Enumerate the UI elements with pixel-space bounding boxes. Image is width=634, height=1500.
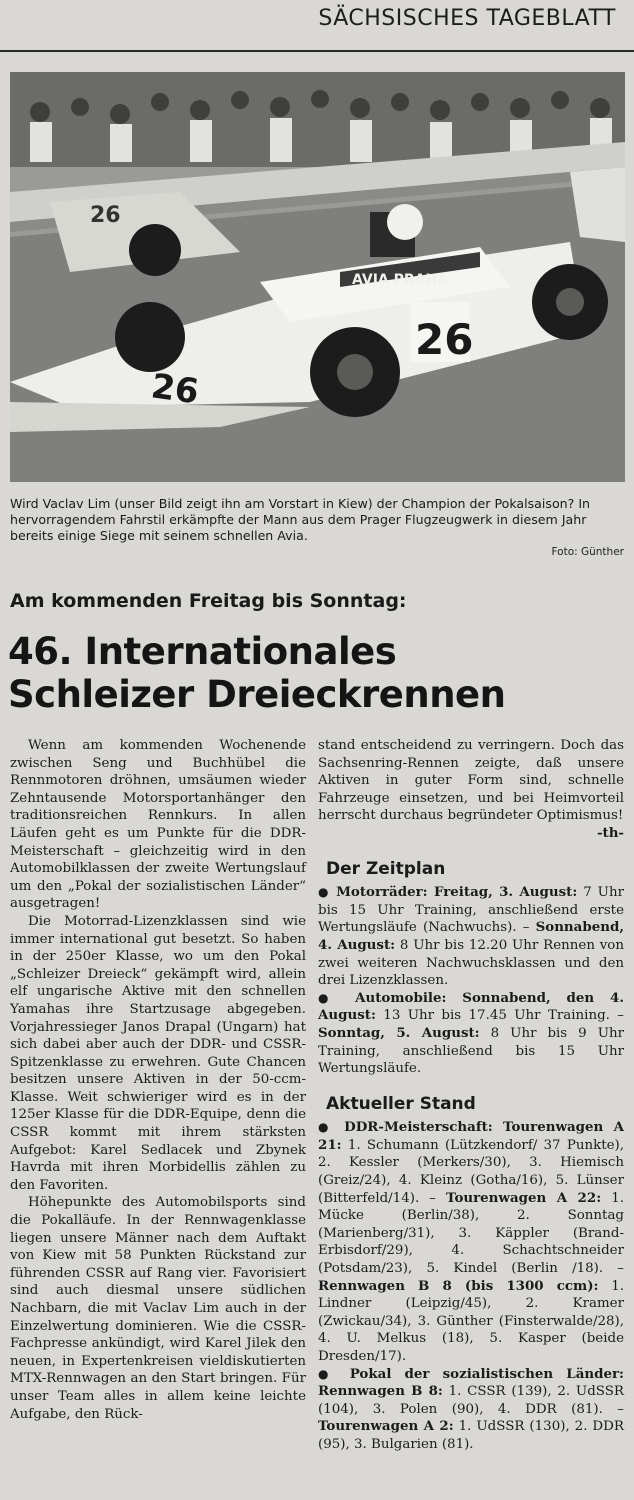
paragraph-automobil: Höhepunkte des Automobilsports sind die Pokalläufe. In der Rennwagenklasse liegen unsere Männer nach dem Auftakt von Kiew mit 58 Punkten Rückstand zur führenden CSSR auf Rang vier. Favorisiert sind auch diesmal unsere südlichen Nachbarn, die mit Vaclav Lim auch in der Einzelwertung dominieren. Wie die CSSR-Fachpresse ankündigt, wird Karel Jilek den neuen, in Expertenkreisen vieldiskutierten MTX-Rennwagen an den Start bringen. Für unser Team alles in allem keine leichte Aufgabe, den Rück- [10, 1195, 306, 1422]
paragraph-intro: Wenn am kommenden Wochenende zwischen Seng und Buchhübel die Rennmotoren dröhnen, umsäumen wieder Zehntausende Motorsportanhänger den traditionsreichen Rennkurs. In allen Läufen geht es um Punkte für die DDR-Meisterschaft – gleichzeitig wird in den Automobilklassen der zweite Wertungslauf um den „Pokal der sozialistischen Länder“ ausgetragen! [10, 738, 306, 912]
race-photo [10, 72, 625, 482]
zeitplan-auto-lead: Automobile: Sonnabend, den 4. August: [318, 989, 624, 1024]
zeitplan-motor-a: 7 Uhr bis 15 Uhr Training, anschließend erste Wertungsläufe (Nachwuchs). – [318, 885, 624, 936]
stand-a21: 1. Schumann (Lützkendorf/ 37 Punkte), 2. Kessler (Merkers/30), 3. Hiemisch (Greiz/24), 4. Kleinz (Gotha/16), 5. Lünser (Bitterfeld/14). – [318, 1137, 624, 1206]
zeitplan-motor-sat: Sonnabend, 4. August: [318, 919, 624, 953]
author-signoff: -th- [596, 824, 624, 841]
stand-a22: 1. Mücke (Berlin/38), 2. Sonntag (Marienberg/31), 3. Käppler (Brand-Erbisdorf/29), 4. Schachtschneider (Potsdam/23), 5. Kindel (Berlin /18). – [318, 1190, 624, 1277]
article-kicker: Am kommenden Freitag bis Sonntag: [10, 590, 407, 612]
headline-line-1: 46. Internationales [8, 630, 397, 673]
stand-ddr-lead: DDR-Meisterschaft: Tourenwagen A 21: [318, 1119, 624, 1153]
car-number-nose: 26 [148, 366, 202, 413]
headline-line-2: Schleizer Dreieckrennen [8, 673, 506, 716]
zeitplan-automobile [318, 990, 624, 1078]
newspaper-name: SÄCHSISCHES TAGEBLATT [318, 6, 616, 31]
bullet-icon: ● [318, 1120, 335, 1135]
bg-car-number: 26 [90, 203, 121, 228]
zeitplan-motor-b: 8 Uhr bis 12.20 Uhr Rennen von zwei weiteren Nachwuchsklassen und den drei Lizenzklassen. [318, 937, 624, 989]
section-title-stand: Aktueller Stand [326, 1093, 476, 1114]
bullet-icon: ● [318, 990, 340, 1005]
zeitplan-auto-a: 13 Uhr bis 17.45 Uhr Training. – [383, 1008, 624, 1024]
masthead [0, 0, 634, 52]
zeitplan-motor-lead: Motorräder: Freitag, 3. August: [336, 884, 578, 901]
stand-b8: 1. Lindner (Leipzig/45), 2. Kramer (Zwickau/34), 3. Günther (Finsterwalde/28), 4. U. Melkus (18), 5. Kasper (beide Dresden/17). [318, 1278, 624, 1364]
bullet-icon: ● [318, 1366, 337, 1381]
stand-pokal-lead: Pokal der sozialistischen Länder: Rennwagen B 8: [318, 1365, 624, 1400]
car-livery: AVIA PRAHA [352, 272, 449, 288]
stand-pokal-a2-lead: Tourenwagen A 2: [318, 1418, 454, 1435]
stand-pokal-b8: 1. CSSR (139), 2. UdSSR (104), 3. Polen (90), 4. DDR (81). – [318, 1384, 624, 1417]
section-title-zeitplan: Der Zeitplan [326, 858, 446, 879]
bullet-icon: ● [318, 885, 331, 900]
race-car-illustration [10, 72, 625, 482]
zeitplan-motorraeder [318, 884, 624, 990]
article-headline [8, 630, 505, 716]
photo-credit: Foto: Günther [551, 546, 624, 558]
zeitplan-auto-b: 8 Uhr bis 9 Uhr Training, anschließend bis 15 Uhr Wertungsläufe. [318, 1025, 624, 1077]
stand-b8-lead: Rennwagen B 8 (bis 1300 ccm): [318, 1277, 599, 1294]
photo-caption: Wird Vaclav Lim (unser Bild zeigt ihn am Vorstart in Kiew) der Champion der Pokalsaison? In hervorragendem Fahrstil erkämpfte der Mann aus dem Prager Flugzeugwerk in diesem Jahr bereits einige Siege mit seinem schnellen Avia. [10, 496, 591, 543]
zeitplan-auto-sun: Sonntag, 5. August: [318, 1024, 480, 1041]
article-column-2 [318, 737, 624, 1454]
stand-pokal [318, 1366, 624, 1454]
paragraph-motorrad: Die Motorrad-Lizenzklassen sind wie immer international gut besetzt. So haben in der 250er Klasse, wo um den Pokal „Schleizer Dreieck“ gekämpft wird, allein elf ungarische Aktive mit den schnellen Yamahas ihre Startzusage abgegeben. Vorjahressieger Janos Drapal (Ungarn) hat sich dabei aber auch der DDR- und CSSR-Spitzenklasse zu erwehren. Gute Chancen besitzen unsere Aktiven in der 50-ccm-Klasse. Weit schwieriger wird es in der 125er Klasse für die DDR-Equipe, denn die CSSR kommt mit ihrem stärksten Aufgebot: Karel Sedlacek und Zbynek Havrda mit ihren Morbidellis zählen zu den Favoriten. [10, 913, 306, 1193]
stand-ddr-meisterschaft [318, 1119, 624, 1365]
car-number-side: 26 [415, 315, 474, 364]
stand-pokal-a2: 1. UdSSR (130), 2. DDR (95), 3. Bulgarien (81). [318, 1419, 624, 1452]
article-column-1 [10, 737, 306, 1423]
paragraph-continuation: stand entscheidend zu verringern. Doch das Sachsenring-Rennen zeigte, daß unsere Aktiven in guter Form sind, schnelle Fahrzeuge einsetzen, und bei Heimvorteil herrscht durchaus begründeter Optimismus! [318, 738, 624, 824]
stand-a22-lead: Tourenwagen A 22: [446, 1189, 602, 1206]
